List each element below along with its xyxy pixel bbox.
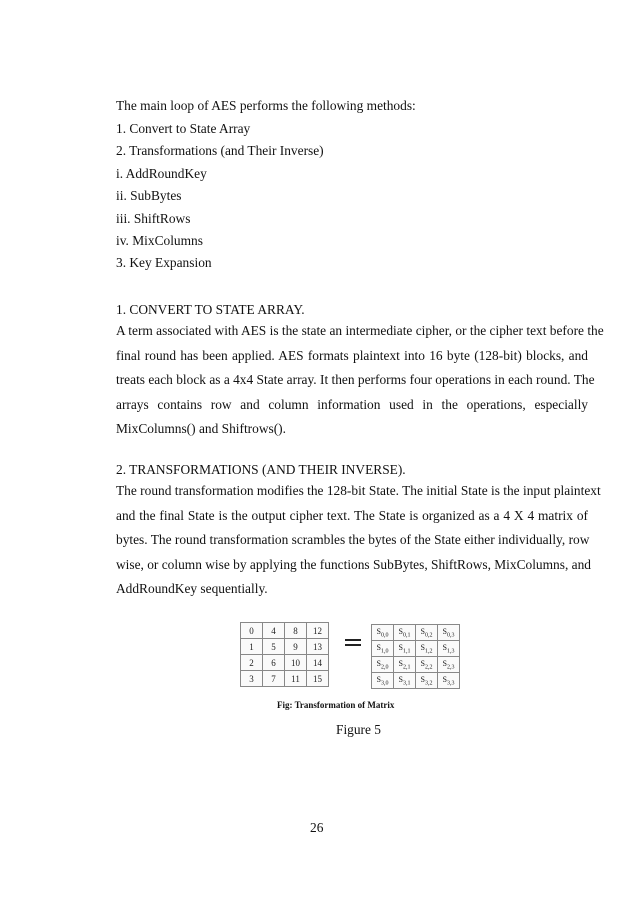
state-index: 1,2 (424, 648, 433, 655)
matrix-cell: 9 (285, 639, 307, 655)
matrix-row (372, 673, 460, 689)
state-cell (416, 673, 438, 689)
state-symbol: S (442, 642, 447, 652)
state-cell (438, 657, 460, 673)
state-index: 2,0 (380, 664, 389, 671)
matrix-cell: 6 (263, 655, 285, 671)
state-cell (394, 625, 416, 641)
state-cell (438, 673, 460, 689)
list-item: i. AddRoundKey (116, 166, 207, 181)
list-item: 2. Transformations (and Their Inverse) (116, 143, 324, 158)
state-symbol: S (398, 658, 403, 668)
matrix-cell: 12 (307, 623, 329, 639)
state-cell (372, 641, 394, 657)
paragraph-line: bytes. The round transformation scrambles the bytes of the State either individually, row (116, 532, 590, 547)
state-symbol: S (420, 626, 425, 636)
state-symbol: S (376, 642, 381, 652)
state-index: 0,0 (380, 632, 389, 639)
state-index: 3,2 (424, 680, 433, 687)
state-index: 2,2 (424, 664, 433, 671)
matrix-cell: 15 (307, 671, 329, 687)
matrix-row (241, 671, 329, 687)
state-symbol: S (376, 674, 381, 684)
matrix-cell: 7 (263, 671, 285, 687)
state-index: 0,3 (446, 632, 455, 639)
state-index: 3,1 (402, 680, 411, 687)
matrix-cell: 3 (241, 671, 263, 687)
index-matrix (240, 622, 329, 687)
state-symbol: S (398, 674, 403, 684)
state-matrix (371, 624, 460, 689)
state-cell (416, 641, 438, 657)
state-cell (372, 625, 394, 641)
list-item: iii. ShiftRows (116, 211, 191, 226)
page-number: 26 (310, 820, 324, 835)
state-symbol: S (376, 658, 381, 668)
state-index: 1,0 (380, 648, 389, 655)
paragraph-line: wise, or column wise by applying the functions SubBytes, ShiftRows, MixColumns, and (116, 556, 591, 572)
matrix-cell: 14 (307, 655, 329, 671)
state-symbol: S (398, 642, 403, 652)
figure-label: Figure 5 (336, 722, 382, 737)
state-cell (416, 625, 438, 641)
state-index: 0,2 (424, 632, 433, 639)
paragraph-line: final round has been applied. AES formats plaintext into 16 byte (128-bit) blocks, and (116, 347, 588, 363)
paragraph-line: A term associated with AES is the state an intermediate cipher, or the cipher text before the (116, 323, 604, 338)
state-cell (416, 657, 438, 673)
intro-title: The main loop of AES performs the following methods: (116, 98, 416, 113)
matrix-cell: 2 (241, 655, 263, 671)
paragraph-line: AddRoundKey sequentially. (116, 581, 268, 596)
state-index: 0,1 (402, 632, 411, 639)
matrix-row (372, 625, 460, 641)
state-index: 1,3 (446, 648, 455, 655)
list-item: iv. MixColumns (116, 233, 203, 248)
state-index: 3,0 (380, 680, 389, 687)
matrix-cell: 10 (285, 655, 307, 671)
paragraph-line: treats each block as a 4x4 State array. It then performs four operations in each round. The (116, 372, 595, 387)
matrix-cell: 0 (241, 623, 263, 639)
state-cell (394, 641, 416, 657)
section1-paragraph (116, 319, 604, 442)
state-index: 3,3 (446, 680, 455, 687)
equals-sign (345, 639, 361, 647)
state-index: 2,1 (402, 664, 411, 671)
state-cell (394, 657, 416, 673)
state-symbol: S (420, 674, 425, 684)
matrix-cell: 13 (307, 639, 329, 655)
matrix-row (372, 657, 460, 673)
matrix-row (241, 623, 329, 639)
matrix-figure (240, 622, 490, 712)
paragraph-line: The round transformation modifies the 128-bit State. The initial State is the input plaintext (116, 483, 601, 498)
matrix-cell: 1 (241, 639, 263, 655)
state-symbol: S (442, 674, 447, 684)
state-symbol: S (420, 642, 425, 652)
list-item: 3. Key Expansion (116, 255, 212, 270)
paragraph-line: MixColumns() and Shiftrows(). (116, 421, 286, 436)
section-heading: 2. TRANSFORMATIONS (AND THEIR INVERSE). (116, 462, 406, 477)
matrix-cell: 5 (263, 639, 285, 655)
section2-paragraph (116, 479, 601, 602)
matrix-row (241, 639, 329, 655)
list-item: ii. SubBytes (116, 188, 182, 203)
state-symbol: S (398, 626, 403, 636)
state-cell (394, 673, 416, 689)
list-item: 1. Convert to State Array (116, 121, 251, 136)
paragraph-line: and the final State is the output cipher text. The State is organized as a 4 X 4 matrix of (116, 507, 588, 523)
matrix-row (372, 641, 460, 657)
state-cell (438, 641, 460, 657)
section-heading: 1. CONVERT TO STATE ARRAY. (116, 302, 305, 317)
figure-caption: Fig: Transformation of Matrix (277, 700, 395, 710)
state-symbol: S (376, 626, 381, 636)
paragraph-line: arrays contains row and column information used in the operations, especially (116, 396, 588, 412)
matrix-cell: 4 (263, 623, 285, 639)
state-symbol: S (420, 658, 425, 668)
state-index: 2,3 (446, 664, 455, 671)
matrix-cell: 8 (285, 623, 307, 639)
state-cell (438, 625, 460, 641)
state-symbol: S (442, 626, 447, 636)
matrix-row (241, 655, 329, 671)
matrix-cell: 11 (285, 671, 307, 687)
state-index: 1,1 (402, 648, 411, 655)
state-cell (372, 673, 394, 689)
state-cell (372, 657, 394, 673)
state-symbol: S (442, 658, 447, 668)
